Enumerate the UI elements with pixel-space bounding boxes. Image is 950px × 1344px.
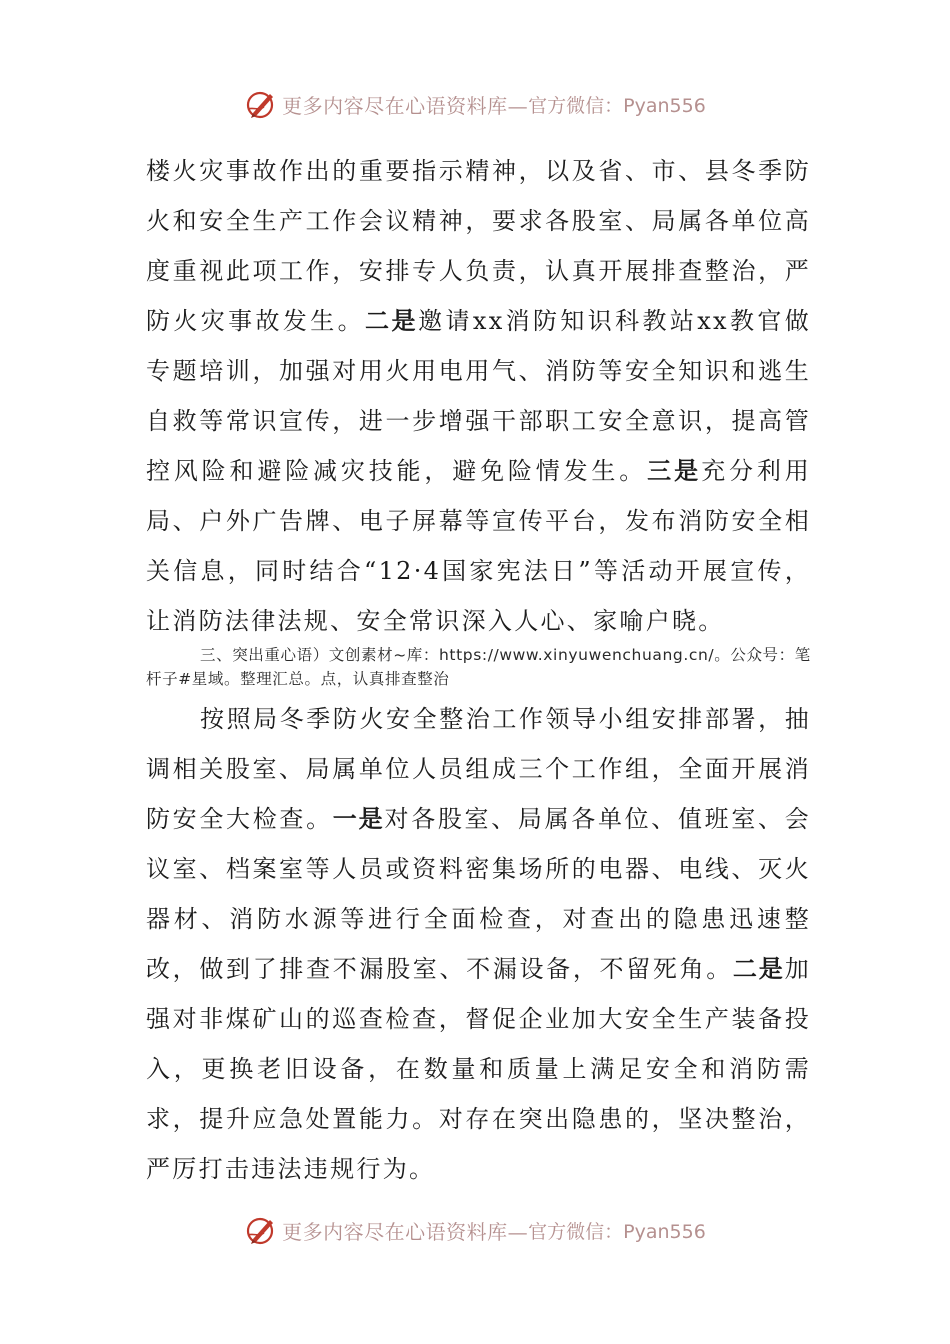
item-text-3: 充分利用局、户外广告牌、电子屏幕等宣传平台，发布消防安全相关信息，同时结合“12·4国家宪法日”等活动开展宣传，让消防法律法规、安全常识深入人心、家喻户晓。 — [146, 457, 812, 635]
item-marker-2: 二是 — [732, 955, 785, 983]
watermark-brand-text: 更多内容尽在心语资料库— — [282, 1219, 529, 1244]
paragraph-text — [146, 146, 811, 646]
pen-logo-icon — [244, 87, 278, 121]
paragraph-section2-continued — [146, 146, 811, 646]
paragraph-text — [146, 694, 811, 1194]
watermark-contact-text: 官方微信：Pyan556 — [528, 94, 706, 117]
item-marker-2: 二是 — [364, 307, 419, 335]
paragraph-section3 — [146, 694, 811, 1194]
paragraph-lead: 按照局冬季防火安全整治工作领导小组安排部署，抽调相关股室、局属单位人员组成三个工作组，全面开展消防安全大检查。 — [146, 705, 811, 833]
paragraph-lead: 楼火灾事故作出的重要指示精神，以及省、市、县冬季防火和安全生产工作会议精神，要求各股室、局属各单位高度重视此项工作，安排专人负责，认真开展排查整治，严防火灾事故发生。 — [146, 157, 811, 335]
footer-watermark — [0, 1210, 950, 1250]
item-text-2: 加强对非煤矿山的巡查检查，督促企业加大安全生产装备投入，更换老旧设备，在数量和质量上满足安全和消防需求，提升应急处置能力。对存在突出隐患的，坚决整治，严厉打击违法违规行为。 — [146, 955, 811, 1183]
item-marker-1: 一是 — [332, 805, 385, 833]
item-text-2: 邀请xx消防知识科教站xx教官做专题培训，加强对用火用电用气、消防等安全知识和逃生自救等常识宣传，进一步增强干部职工安全意识，提高管控风险和避险减灾技能，避免险情发生。 — [146, 307, 812, 485]
watermark-brand-text: 更多内容尽在心语资料库— — [282, 93, 529, 118]
section3-heading: 三、突出重心语）文创素材~库：https://www.xinyuwenchuang.cn/。公众号：笔杆子#星域。整理汇总。点，认真排查整治 — [146, 646, 811, 688]
section3-heading-block — [146, 643, 816, 691]
header-watermark — [0, 84, 950, 124]
item-text-1: 对各股室、局属各单位、值班室、会议室、档案室等人员或资料密集场所的电器、电线、灭火器材、消防水源等进行全面检查，对查出的隐患迅速整改，做到了排查不漏股室、不漏设备，不留死角。 — [146, 805, 811, 983]
pen-logo-icon — [244, 1213, 278, 1247]
item-marker-3: 三是 — [647, 457, 702, 485]
watermark-contact-text: 官方微信：Pyan556 — [528, 1220, 706, 1243]
